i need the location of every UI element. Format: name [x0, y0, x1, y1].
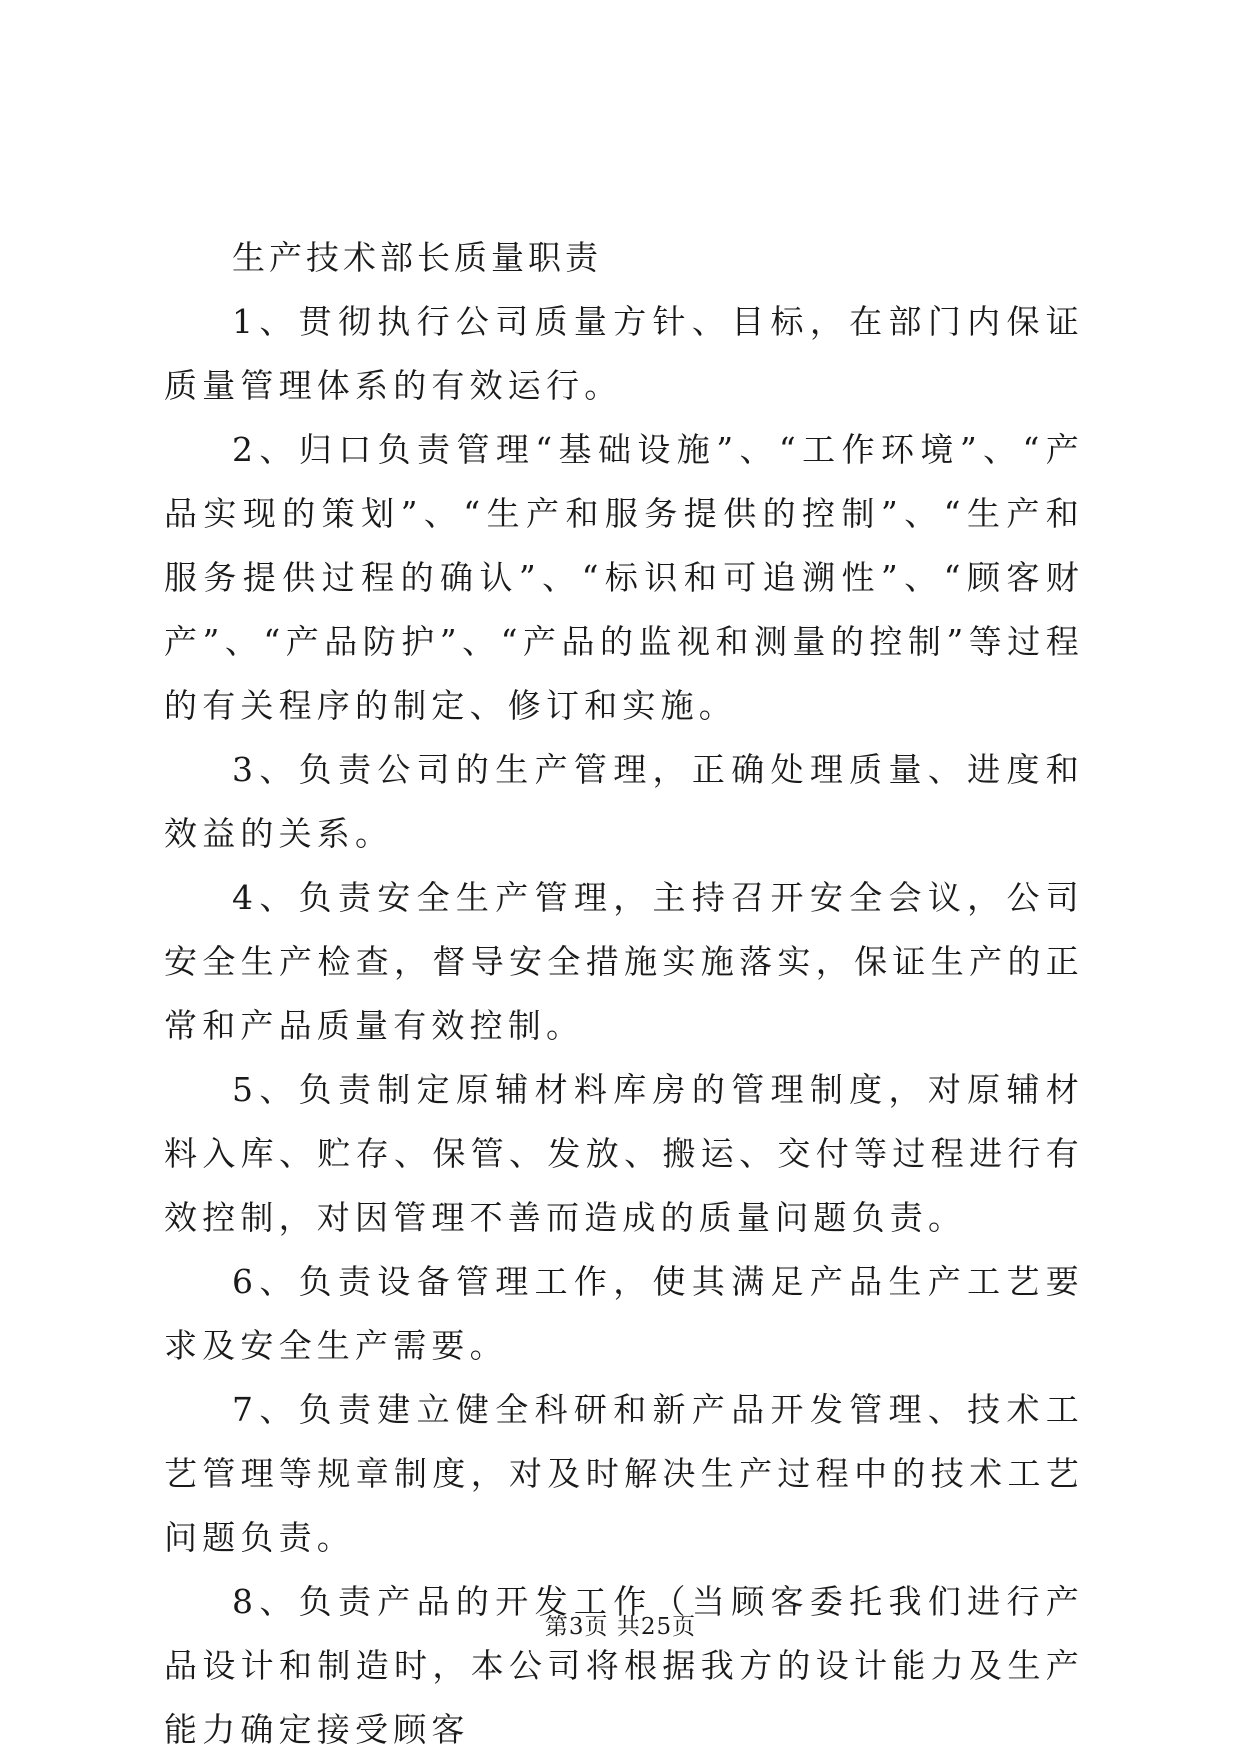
paragraph-4: 4、负责安全生产管理，主持召开安全会议，公司安全生产检查，督导安全措施实施落实，保证生产的正常和产品质量有效控制。 — [164, 878, 1084, 1045]
paragraph-2: 2、归口负责管理“基础设施”、“工作环境”、“产品实现的策划”、“生产和服务提供的控制”、“生产和服务提供过程的确认”、“标识和可追溯性”、“顾客财产”、“产品防护”、“产品的监视和测量的控制”等过程的有关程序的制定、修订和实施。 — [164, 430, 1084, 725]
page-number-footer: 第3页 共25页 — [544, 1614, 697, 1640]
paragraph-8: 8、负责产品的开发工作（当顾客委托我们进行产品设计和制造时，本公司将根据我方的设计能力及生产能力确定接受顾客 — [164, 1582, 1084, 1749]
document-title: 生产技术部长质量职责 — [232, 238, 602, 277]
paragraph-7: 7、负责建立健全科研和新产品开发管理、技术工艺管理等规章制度，对及时解决生产过程中的技术工艺问题负责。 — [164, 1390, 1084, 1557]
document-body — [164, 226, 1084, 1762]
paragraph-6: 6、负责设备管理工作，使其满足产品生产工艺要求及安全生产需要。 — [164, 1262, 1084, 1365]
paragraph-5: 5、负责制定原辅材料库房的管理制度，对原辅材料入库、贮存、保管、发放、搬运、交付等过程进行有效控制，对因管理不善而造成的质量问题负责。 — [164, 1070, 1084, 1237]
paragraph-3: 3、负责公司的生产管理，正确处理质量、进度和效益的关系。 — [164, 750, 1084, 853]
paragraph-1: 1、贯彻执行公司质量方针、目标，在部门内保证质量管理体系的有效运行。 — [164, 302, 1084, 405]
